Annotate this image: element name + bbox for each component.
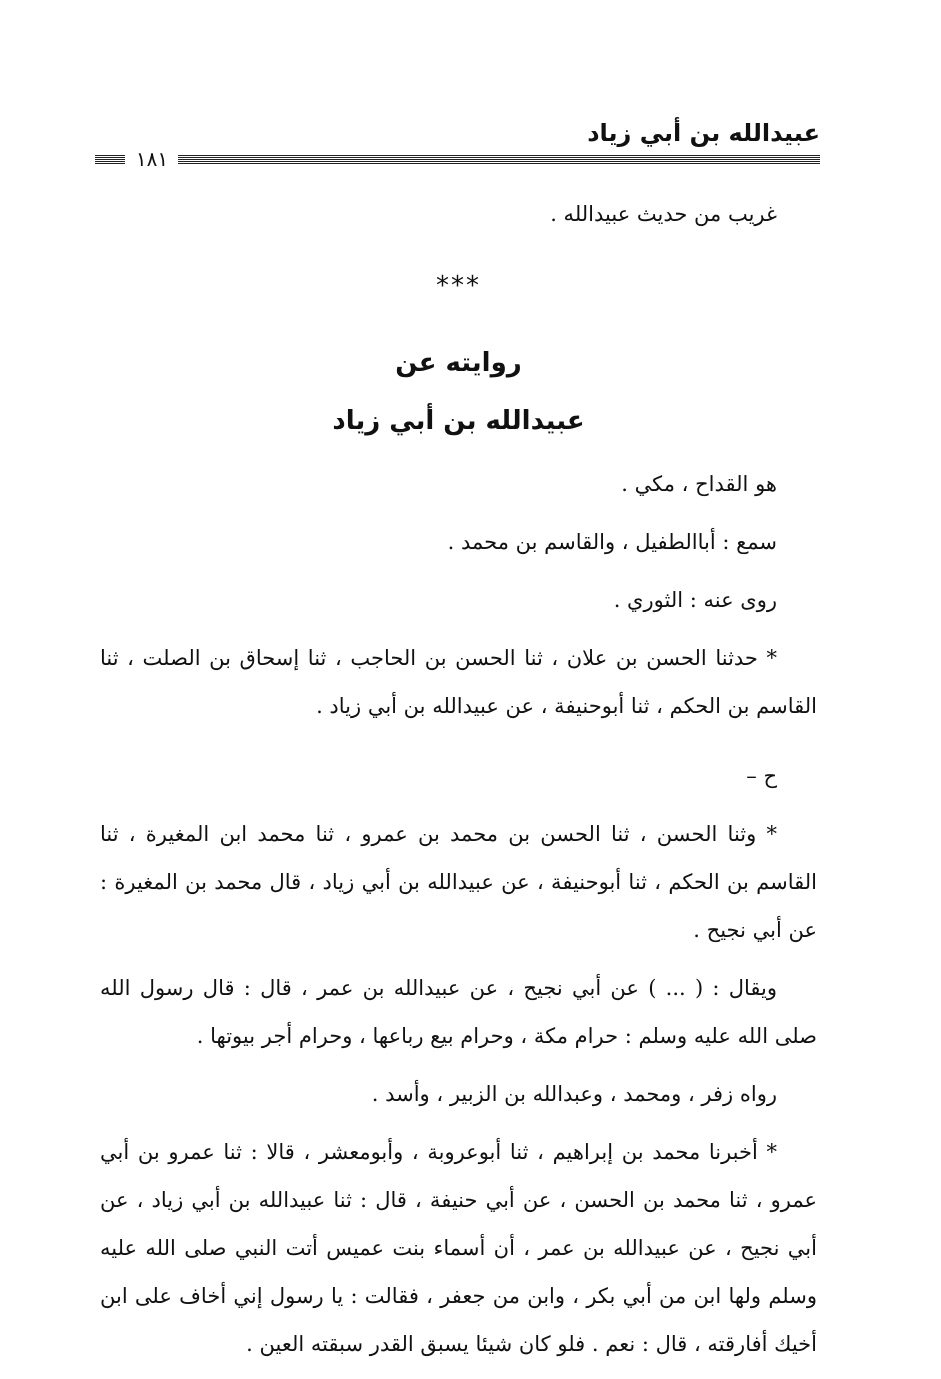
hadith-paragraph-3: * أخبرنا محمد بن إبراهيم ، ثنا أبوعروبة ، وأبومعشر ، قالا : ثنا عمرو بن أبي عمرو ، ثنا محمد بن الحسن ، عن أبي حنيفة ، قال : ثنا عبيدالله بن أبي زياد ، عن أبي نجيح ، عن عبيدالله بن عمر ، أن أسماء بنت عميس أتت النبي صلى الله عليه وسلم ولها ابن من أبي بكر ، وابن من جعفر ، فقالت : يا رسول إني أخاف على ابن أخيك أفارقته ، قال : نعم . فلو كان شيئا يسبق القدر سبقته العين .	[100, 1140, 817, 1356]
bio-line-1: هو القداح ، مكي .	[621, 472, 777, 496]
section-heading-line-2: عبيدالله بن أبي زياد	[332, 406, 585, 436]
page-body	[100, 190, 817, 1368]
header-rule-left	[95, 155, 125, 165]
bio-line-3: روى عنه : الثوري .	[613, 588, 777, 612]
header-rule-right	[178, 155, 820, 165]
hadith-paragraph-2: * وثنا الحسن ، ثنا الحسن بن محمد بن عمرو ، ثنا محمد ابن المغيرة ، ثنا القاسم بن الحكم ، ثنا أبوحنيفة ، عن عبيدالله بن أبي زياد ، قال محمد بن المغيرة : عن أبي نجيح .	[100, 822, 817, 942]
running-header	[95, 118, 820, 171]
tahwil-mark: ح –	[746, 764, 777, 788]
hadith-matn-paragraph: ويقال : ( ... ) عن أبي نجيح ، عن عبيدالله بن عمر ، قال : قال رسول الله صلى الله عليه وسلم : حرام مكة ، وحرام بيع رباعها ، وحرام أجر بيوتها .	[100, 976, 817, 1048]
header-rule	[95, 147, 820, 171]
hadith-paragraph-1: * حدثنا الحسن بن علان ، ثنا الحسن بن الحاجب ، ثنا إسحاق بن الصلت ، ثنا القاسم بن الحكم ، ثنا أبوحنيفة ، عن عبيدالله بن أبي زياد .	[100, 646, 817, 718]
riwayah-line: رواه زفر ، ومحمد ، وعبدالله بن الزبير ، وأسد .	[371, 1082, 777, 1106]
bio-line-2: سمع : أباالطفيل ، والقاسم بن محمد .	[447, 530, 777, 554]
section-heading-line-1: روايته عن	[395, 348, 522, 378]
section-separator: ***	[436, 271, 481, 301]
running-title: عبيدالله بن أبي زياد	[587, 119, 820, 147]
page-number: ١٨١	[135, 147, 169, 171]
intro-line: غريب من حديث عبيدالله .	[550, 202, 777, 226]
